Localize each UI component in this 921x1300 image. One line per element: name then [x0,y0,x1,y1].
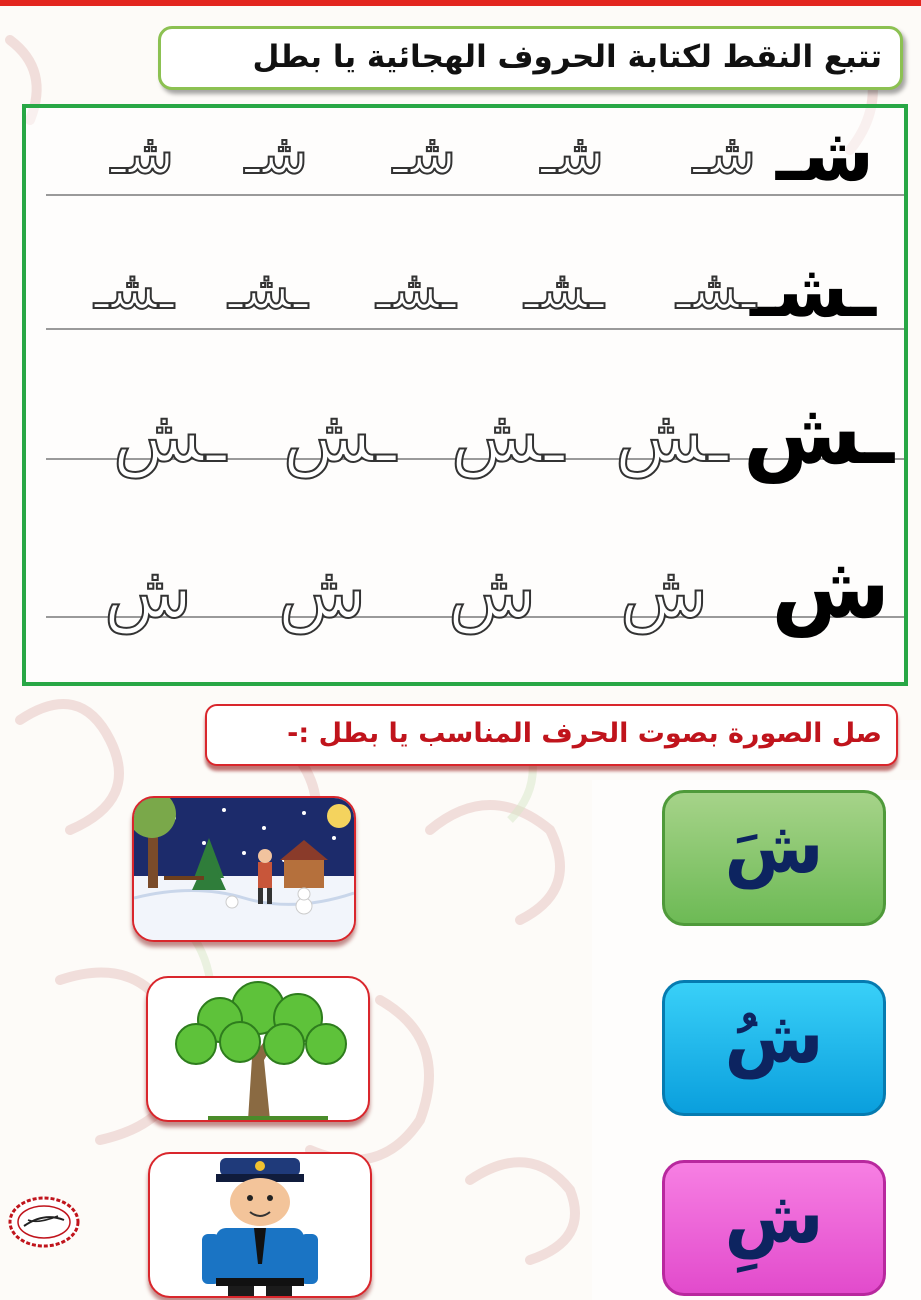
letter-card-label: شَ [724,805,824,889]
trace-letter[interactable]: شـ [110,122,174,187]
trace-letter[interactable]: ـشـ [676,258,756,321]
trace-row-1 [26,108,904,248]
letter-card-label: شِ [724,1175,824,1259]
trace-letter[interactable]: شـ [692,122,756,187]
worksheet-title: تتبع النقط لكتابة الحروف الهجائية يا بطل [252,39,882,75]
picture-card-winter[interactable] [132,796,356,942]
police-officer-icon [150,1154,370,1296]
trace-letter[interactable]: ـش [615,394,728,478]
letter-card-kasra[interactable] [662,1160,886,1296]
tree-icon [148,978,368,1120]
trace-letter[interactable]: شـ [392,122,456,187]
instruction-banner [205,704,898,766]
author-stamp [4,1192,84,1252]
picture-card-police[interactable] [148,1152,372,1298]
trace-letter[interactable]: ـشـ [376,258,456,321]
trace-letter[interactable]: ش [620,550,708,634]
trace-letter[interactable]: شـ [244,122,308,187]
trace-letter[interactable]: ـشـ [524,258,604,321]
trace-letter[interactable]: ـشـ [94,258,174,321]
model-letter: ـشـ [750,248,876,334]
model-letter: شـ [775,112,874,198]
instruction-text: صل الصورة بصوت الحرف المناسب يا بطل :- [287,718,882,749]
stamp-seal-icon [4,1192,84,1252]
trace-letter[interactable]: ش [104,550,192,634]
trace-row-4 [26,538,904,686]
letter-card-damma[interactable] [662,980,886,1116]
title-banner [158,26,903,90]
trace-row-3 [26,378,904,538]
winter-snow-scene-icon [134,798,354,940]
trace-letter[interactable]: ـش [113,394,226,478]
trace-letter[interactable]: ـشـ [228,258,308,321]
trace-letter[interactable]: ش [448,550,536,634]
trace-letter[interactable]: ـش [283,394,396,478]
trace-letter[interactable]: ش [278,550,366,634]
trace-row-2 [26,248,904,378]
model-letter: ـش [743,384,894,484]
letter-card-label: شُ [724,995,824,1079]
trace-letter[interactable]: شـ [540,122,604,187]
trace-letter[interactable]: ـش [451,394,564,478]
letter-card-fatha[interactable] [662,790,886,926]
picture-card-tree[interactable] [146,976,370,1122]
model-letter: ش [771,538,890,638]
tracing-section [22,104,908,686]
